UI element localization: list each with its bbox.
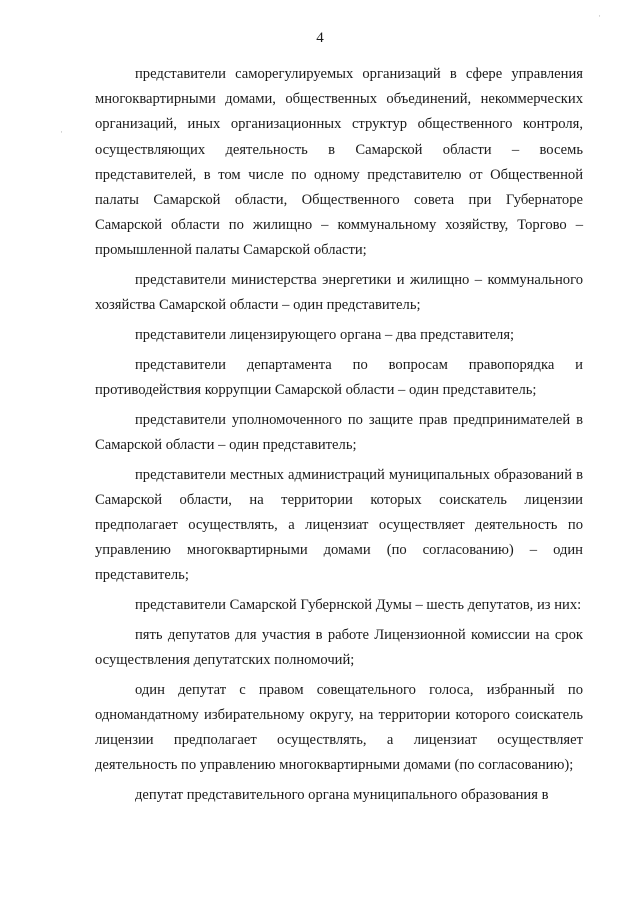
paragraph: пять депутатов для участия в работе Лицензионной комиссии на срок осуществления депутатских полномочий; [95, 626, 583, 668]
scan-mark: · [598, 11, 601, 21]
paragraph: депутат представительного органа муниципального образования в [135, 786, 549, 803]
paragraph: один депутат с правом совещательного голоса, избранный по одномандатному избирательному округу, на территории которого соискатель лицензии предполагает осуществлять, а лицензиат осуществляет деятельность по управлению многоквартирными домами (по согласованию); [95, 681, 583, 774]
paragraph: представители департамента по вопросам правопорядка и противодействия коррупции Самарской области – один представитель; [95, 356, 583, 398]
scan-mark: · [60, 127, 63, 137]
paragraph: представители местных администраций муниципальных образований в Самарской области, на территории которых соискатель лицензии предполагает осуществлять, а лицензиат осуществляет деятельность по управлению многоквартирными домами (по согласованию) – один представитель; [95, 466, 583, 584]
page-number: 4 [316, 30, 324, 46]
paragraph: представители уполномоченного по защите прав предпринимателей в Самарской области – один представитель; [95, 411, 583, 453]
paragraph: представители лицензирующего органа – два представителя; [135, 327, 515, 344]
document-body [95, 62, 583, 808]
paragraph: представители саморегулируемых организаций в сфере управления многоквартирными домами, общественных объединений, некоммерческих организаций, иных организационных структур общественного контроля, осуществляющих деятельность в Самарской области – восемь представителей, в том числе по одному представителю от Общественной палаты Самарской области, Общественного совета при Губернаторе Самарской области по жилищно – коммунальному хозяйству, Торгово – промышленной палаты Самарской области; [95, 66, 583, 259]
paragraph: представители Самарской Губернской Думы – шесть депутатов, из них: [135, 597, 582, 614]
paragraph: представители министерства энергетики и жилищно – коммунального хозяйства Самарской области – один представитель; [95, 272, 583, 314]
